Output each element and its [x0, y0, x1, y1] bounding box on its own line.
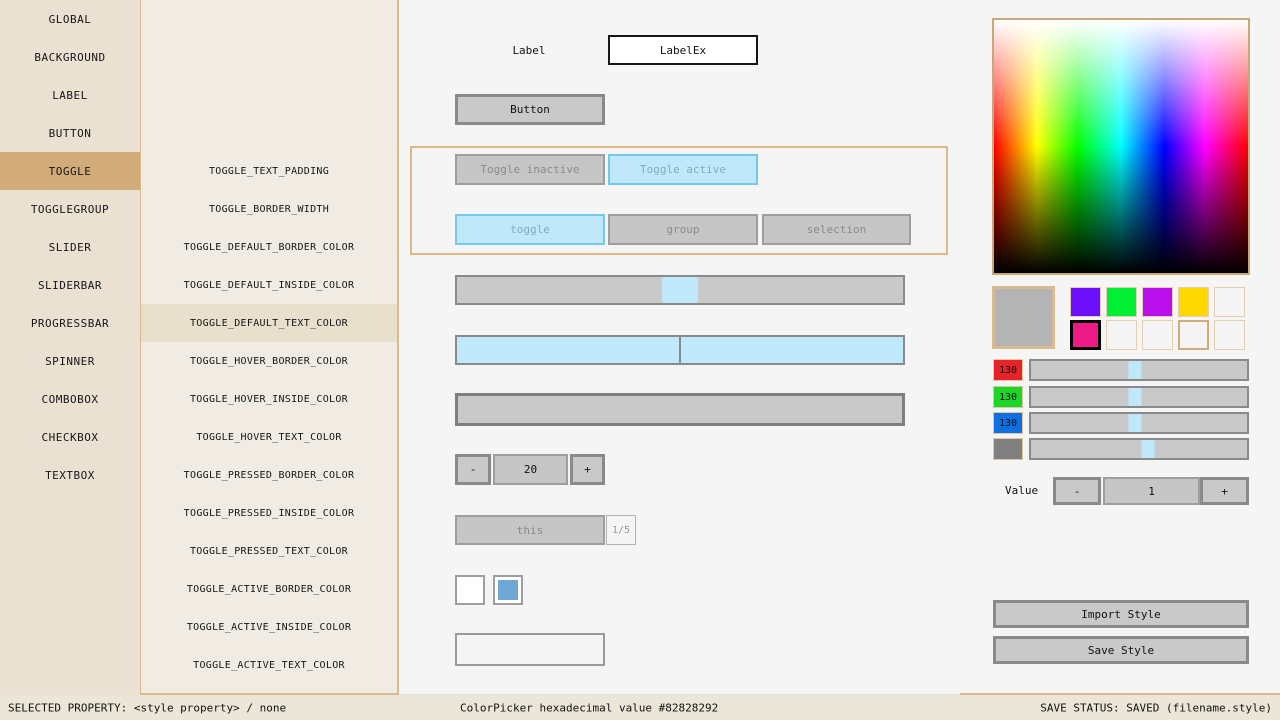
widget-nav [0, 0, 140, 695]
nav-item-checkbox[interactable]: CHECKBOX [41, 430, 99, 444]
combobox-page-indicator: 1/5 [606, 515, 636, 545]
save-style-button[interactable]: Save Style [993, 636, 1249, 664]
palette-swatch[interactable] [1214, 287, 1245, 317]
preview-slider[interactable] [455, 275, 905, 305]
property-item[interactable]: TOGGLE_HOVER_INSIDE_COLOR [189, 393, 348, 405]
spinner-minus-button[interactable]: - [455, 454, 491, 485]
spinner-value: 20 [493, 454, 568, 485]
colorpicker-hex-status: ColorPicker hexadecimal value #82828292 [460, 701, 719, 714]
preview-group-toggle[interactable]: toggle [455, 214, 605, 245]
preview-group-group[interactable]: group [608, 214, 758, 245]
palette-swatch[interactable] [1142, 320, 1173, 350]
property-list [140, 0, 399, 695]
preview-checkbox-unchecked[interactable] [455, 575, 485, 605]
preview-toggle-active[interactable]: Toggle active [608, 154, 758, 185]
red-channel-slider[interactable] [1029, 359, 1249, 381]
palette-swatch[interactable] [1106, 320, 1137, 350]
blue-channel-badge: 130 [993, 412, 1023, 434]
red-channel-badge: 130 [993, 359, 1023, 381]
palette-swatch-hovered[interactable] [1178, 320, 1209, 350]
value-plus-button[interactable]: + [1200, 477, 1249, 505]
status-bar [0, 695, 1280, 720]
import-style-button[interactable]: Import Style [993, 600, 1249, 628]
nav-item-label[interactable]: LABEL [52, 88, 88, 102]
value-label: Value [1005, 484, 1039, 497]
current-color-swatch [992, 286, 1055, 349]
widget-preview-area [399, 0, 960, 695]
property-item[interactable]: TOGGLE_TEXT_PADDING [208, 165, 330, 177]
nav-item-progressbar[interactable]: PROGRESSBAR [30, 316, 110, 330]
property-item-selected[interactable]: TOGGLE_DEFAULT_TEXT_COLOR [141, 304, 397, 342]
nav-item-slider[interactable]: SLIDER [48, 240, 92, 254]
preview-textbox[interactable] [455, 633, 605, 666]
nav-item-textbox[interactable]: TEXTBOX [45, 468, 95, 482]
preview-checkbox-checked[interactable] [493, 575, 523, 605]
selected-property-status: SELECTED PROPERTY: <style property> / none [8, 701, 287, 714]
color-panel [960, 0, 1280, 695]
checkbox-check-fill [498, 580, 518, 600]
value-minus-button[interactable]: - [1053, 477, 1101, 505]
preview-label-caption: Label [512, 43, 546, 57]
palette-swatch[interactable] [1142, 287, 1173, 317]
palette-swatch[interactable] [1106, 287, 1137, 317]
palette-swatch-selected[interactable] [1070, 320, 1101, 350]
property-item[interactable]: TOGGLE_DEFAULT_INSIDE_COLOR [183, 279, 355, 291]
property-item[interactable]: TOGGLE_ACTIVE_INSIDE_COLOR [186, 621, 352, 633]
red-slider-handle[interactable] [1128, 361, 1141, 379]
preview-group-selection[interactable]: selection [762, 214, 911, 245]
preview-combobox[interactable]: this [455, 515, 605, 545]
property-item[interactable]: TOGGLE_HOVER_TEXT_COLOR [196, 431, 342, 443]
property-item[interactable]: TOGGLE_BORDER_WIDTH [208, 203, 330, 215]
preview-progressbar [455, 393, 905, 426]
property-item[interactable]: TOGGLE_PRESSED_TEXT_COLOR [189, 545, 348, 557]
green-slider-handle[interactable] [1128, 388, 1141, 406]
sliderbar-divider [679, 337, 681, 363]
nav-item-spinner[interactable]: SPINNER [45, 354, 95, 368]
nav-item-global[interactable]: GLOBAL [48, 12, 92, 26]
palette-swatch[interactable] [1178, 287, 1209, 317]
nav-item-background[interactable]: BACKGROUND [34, 50, 106, 64]
blue-channel-slider[interactable] [1029, 412, 1249, 434]
property-item[interactable]: TOGGLE_PRESSED_INSIDE_COLOR [183, 507, 355, 519]
nav-item-toggle[interactable]: TOGGLE [0, 152, 140, 190]
color-picker-gradient[interactable] [992, 18, 1250, 275]
nav-item-togglegroup[interactable]: TOGGLEGROUP [30, 202, 110, 216]
property-item[interactable]: TOGGLE_HOVER_BORDER_COLOR [189, 355, 348, 367]
blue-slider-handle[interactable] [1128, 414, 1141, 432]
value-amount: 1 [1103, 477, 1200, 505]
property-item[interactable]: TOGGLE_ACTIVE_TEXT_COLOR [193, 659, 345, 671]
save-status: SAVE STATUS: SAVED (filename.style) [1040, 701, 1272, 714]
nav-item-sliderbar[interactable]: SLIDERBAR [37, 278, 103, 292]
green-channel-slider[interactable] [1029, 386, 1249, 408]
nav-item-button[interactable]: BUTTON [48, 126, 92, 140]
palette-swatch[interactable] [1070, 287, 1101, 317]
preview-button[interactable]: Button [455, 94, 605, 125]
preview-toggle-inactive[interactable]: Toggle inactive [455, 154, 605, 185]
property-item[interactable]: TOGGLE_DEFAULT_BORDER_COLOR [183, 241, 355, 253]
preview-labelex-box: LabelEx [608, 35, 758, 65]
slider-handle[interactable] [662, 277, 698, 303]
palette-swatch[interactable] [1214, 320, 1245, 350]
alpha-channel-badge [993, 438, 1023, 460]
preview-sliderbar[interactable] [455, 335, 905, 365]
spinner-plus-button[interactable]: + [570, 454, 605, 485]
alpha-slider-handle[interactable] [1141, 440, 1154, 458]
property-item[interactable]: TOGGLE_PRESSED_BORDER_COLOR [183, 469, 355, 481]
alpha-channel-slider[interactable] [1029, 438, 1249, 460]
property-item[interactable]: TOGGLE_ACTIVE_BORDER_COLOR [186, 583, 352, 595]
green-channel-badge: 130 [993, 386, 1023, 408]
nav-item-combobox[interactable]: COMBOBOX [41, 392, 99, 406]
